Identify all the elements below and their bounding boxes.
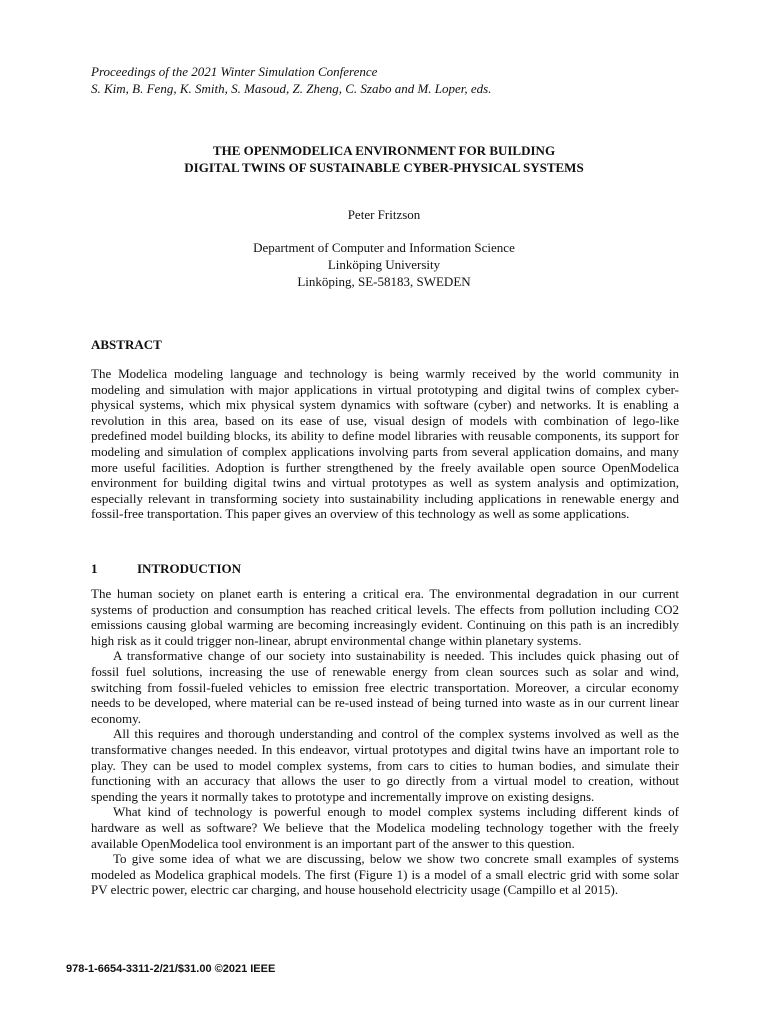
section-heading-introduction [91, 560, 241, 577]
section-number: 1 [91, 561, 98, 576]
intro-paragraph-2: A transformative change of our society into sustainability is needed. This includes quick phasing out of fossil fuel solutions, increasing the use of renewable energy from clean sources such as solar and wind, switching from fossil-fueled vehicles to emission free electric transportation. Moreover, a circular economy needs to be developed, where material can be re-used instead of being turned into waste as in our current linear economy. [91, 648, 679, 726]
author-name: Peter Fritzson [347, 207, 421, 222]
intro-paragraph-3: All this requires and thorough understanding and control of the complex systems involved as well as the transformative changes needed. In this endeavor, virtual prototypes and digital twins have an important role to play. They can be used to model complex systems, from cars to cities to human bodies, and simulate their functioning with an accuracy that allows the user to go directly from a virtual model to creation, without spending the years it normally takes to prototype and incrementally improve on existing designs. [91, 726, 679, 804]
intro-paragraph-5: To give some idea of what we are discussing, below we show two concrete small examples of systems modeled as Modelica graphical models. The first (Figure 1) is a model of a small electric grid with some solar PV electric power, electric car charging, and house household electricity usage (Campillo et al 2015). [91, 851, 679, 898]
affiliation-university: Linköping University [327, 257, 441, 272]
author-affiliation [0, 239, 768, 290]
intro-paragraph-1: The human society on planet earth is entering a critical era. The environmental degradation in our current systems of production and consumption has reached critical levels. The effects from pollution including CO2 emissions causing global warming are becoming increasingly evident. Continuing on this path is an incredibly high risk as it could trigger non-linear, abrupt environmental change within planetary systems. [91, 586, 679, 648]
proceedings-line: Proceedings of the 2021 Winter Simulation Conference [91, 64, 378, 79]
title-line-2: DIGITAL TWINS OF SUSTAINABLE CYBER-PHYSICAL SYSTEMS [184, 160, 584, 175]
section-title: INTRODUCTION [137, 561, 242, 576]
affiliation-department: Department of Computer and Information Science [253, 240, 515, 255]
editors-line: S. Kim, B. Feng, K. Smith, S. Masoud, Z. Zheng, C. Szabo and M. Loper, eds. [91, 81, 492, 96]
proceedings-header [91, 63, 491, 97]
intro-paragraph-4: What kind of technology is powerful enough to model complex systems including different kinds of hardware as well as software? We believe that the Modelica modeling technology together with the freely available OpenModelica tool environment is an important part of the answer to this question. [91, 804, 679, 851]
introduction-body [91, 586, 679, 898]
copyright-footer: 978-1-6654-3311-2/21/$31.00 ©2021 IEEE [66, 963, 276, 975]
abstract-heading: ABSTRACT [91, 337, 162, 352]
abstract-body: The Modelica modeling language and technology is being warmly received by the world community in modeling and simulation with major applications in virtual prototyping and digital twins of complex cyber-physical systems, which mix physical system dynamics with software (cyber) and networks. It is enabling a revolution in this area, based on its ease of use, visual design of models with combination of lego-like predefined model building blocks, its ability to define model libraries with reusable components, its support for modeling and simulation of complex applications involving parts from several application domains, and many more useful facilities. Adoption is further strengthened by the freely available open source OpenModelica environment for building digital twins and virtual prototypes as well as system analysis and optimization, especially relevant in transforming society into sustainability including applications in renewable energy and fossil-free transportation. This paper gives an overview of this technology as well as some applications. [91, 366, 679, 522]
title-line-1: THE OPENMODELICA ENVIRONMENT FOR BUILDING [212, 143, 556, 158]
paper-title [0, 142, 768, 176]
affiliation-address: Linköping, SE-58183, SWEDEN [297, 274, 471, 289]
